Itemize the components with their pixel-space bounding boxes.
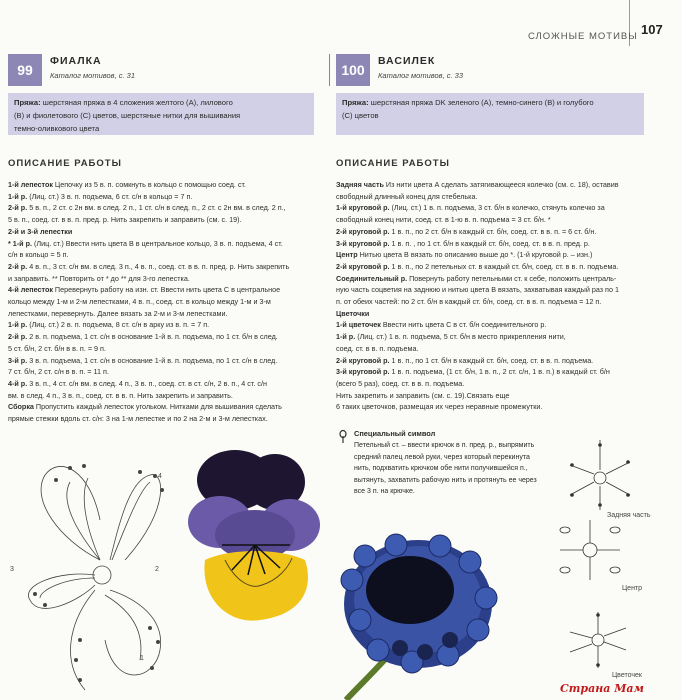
special-symbol-title: Специальный символ [354, 429, 436, 438]
instruction-lead: 2-й р. [8, 261, 28, 271]
instruction-text: 4 в. п., 3 ст. с/н вм. в след. 3 п., 4 в. п., соед. ст. в в. п. пред. р. Нить закрепить [27, 261, 290, 271]
instruction-lead: 2-й круговой р. [336, 226, 390, 236]
instruction-lead: 2-й и 3-й лепестки [8, 226, 73, 236]
instruction-lead: 1-й лепесток [8, 180, 53, 189]
instruction-lead: 2-й круговой р. [336, 355, 390, 365]
symbol-line: все 3 п. на крючке. [354, 488, 415, 496]
pattern-title: ВАСИЛЕК [378, 55, 436, 67]
running-head: СЛОЖНЫЕ МОТИВЫ [528, 31, 638, 42]
symbol-line: средний палец левой руки, через который перекинута [354, 453, 530, 461]
diagram-label: Цветочек [612, 672, 642, 679]
instruction-text: 2 в. п. подъема, 1 ст. с/н в основание 1-й в. п. подъема, по 1 ст. б/н в след. [27, 332, 278, 342]
instruction-lead: 2-й круговой р. [336, 261, 390, 271]
instruction-text: (Лиц. ст.) Ввести нить цвета В в центральное кольцо, 3 в. п. подъема, 4 ст. [32, 238, 283, 248]
instruction-text: Нитью цвета В вязать по описанию выше до *. (1-й круговой р. – изн.) [357, 250, 593, 260]
yarn-line: темно-оливкового цвета [14, 124, 100, 133]
instruction-text: 1 в. п., по 2 ст. б/н в каждый ст. б/н, соед. ст. в в. п. = 6 ст. б/н. [389, 226, 597, 236]
instruction-text: соед. ст. в в. п. подъема. [336, 343, 419, 353]
pattern-title: ФИАЛКА [50, 55, 102, 67]
instruction-lead: 2-й р. [8, 332, 28, 342]
instruction-lead: 1-й р. [8, 320, 28, 330]
instruction-lead: 4-й р. [8, 378, 28, 388]
instruction-text: Пропустить каждый лепесток угольком. Нитками для вышивания сделать [33, 402, 282, 412]
instruction-lead: 1-й р. [8, 191, 28, 201]
instruction-text: 1 в. п. подъема, (1 ст. б/н, 1 в. п., 2 ст. с/н, 1 в. п.) в каждый ст. б/н [389, 367, 610, 377]
section-title-right: ОПИСАНИЕ РАБОТЫ [336, 158, 450, 169]
instruction-text: 7 ст. б/н, 2 ст. с/н в в. п. = 11 п. [8, 367, 109, 377]
cornflower-image [341, 534, 497, 700]
symbol-line: Петельный ст. – ввести крючок в п. пред. р., выпрямить [354, 442, 535, 449]
page-number: 107 [641, 22, 663, 37]
diagram-label: 3 [10, 566, 14, 573]
instruction-text: Ввести нить цвета С в ст. б/н соединительного р. [380, 320, 547, 330]
instruction-lead: Цветочки [336, 308, 370, 318]
instruction-text: кольцо между 1-м и 2-м лепестками, 4 в. п., соед. ст. в кольцо между 1-м и 3-м [8, 297, 271, 307]
yarn-line: (B) и фиолетового (C) цветов, шерстяные нитки для вышивания [14, 111, 241, 120]
instruction-text: (Лиц. ст.) 1 в. п. подъема, 3 ст. б/н в колечко, стянуть колечко за [389, 203, 605, 213]
instruction-text: с/н в кольцо = 5 п. [8, 250, 69, 260]
section-title-left: ОПИСАНИЕ РАБОТЫ [8, 158, 122, 169]
pattern-number-badge: 100 [336, 54, 370, 86]
instruction-text: и заправить. ** Повторить от * до ** для 3-го лепестка. [8, 273, 190, 283]
instruction-text: 1 в. п., по 2 петельных ст. в каждый ст. б/н, соед. ст. в в. п. подъема. [389, 261, 619, 271]
symbol-line: вытянуть, захватить рабочую нить и протянуть ее через [354, 476, 537, 484]
diagram-label: 2 [155, 566, 159, 573]
diagram-label: Центр [622, 585, 643, 592]
instruction-text: Перевернуть работу на изн. ст. Ввести нить цвета С в центральное [52, 285, 281, 295]
instruction-lead: 1-й цветочек [336, 320, 381, 330]
instruction-lead: Центр [336, 250, 358, 260]
instruction-lead: 1-й круговой р. [336, 203, 390, 213]
diagram-label: 4 [158, 473, 162, 480]
yarn-line: (C) цветов [342, 111, 379, 120]
violet-flower-image [188, 450, 320, 621]
instruction-text: 3 в. п. подъема, 1 ст. с/н в основание 1-й в. п. подъема, по 1 ст. с/н в след. [27, 355, 278, 365]
yarn-label: Пряжа: [342, 98, 369, 107]
instruction-lead: 3-й круговой р. [336, 238, 390, 248]
instruction-text: 5 в. п., соед. ст. в в. п. пред. р. Нить закрепить и заправить (см. с. 19). [8, 215, 242, 225]
instruction-lead: 4-й лепесток [8, 285, 53, 295]
instruction-lead: 3-й р. [8, 355, 28, 365]
instruction-lead: Задняя часть [336, 180, 384, 189]
instruction-lead: 2-й р. [8, 203, 28, 213]
instruction-lead: Соединительный р. [336, 273, 408, 283]
watermark: Страна Мам [560, 682, 644, 695]
yarn-line: шерстяная пряжа в 4 сложения желтого (A), лилового [42, 98, 233, 107]
diagram-label: 1 [140, 655, 144, 662]
pattern-catalog-ref: Каталог мотивов, с. 31 [50, 71, 136, 80]
symbol-line: нить, подхватить крючком обе нити получившейся п., [354, 465, 528, 473]
instruction-text: Цепочку из 5 в. п. сомкнуть в кольцо с помощью соед. ст. [52, 180, 246, 189]
instruction-text: Из нити цвета А сделать затягивающееся колечко (см. с. 18), оставив [383, 180, 619, 189]
instruction-lead: Сборка [8, 402, 34, 412]
diagram-label: Задняя часть [607, 512, 651, 519]
cornflower-crochet-diagrams [560, 440, 630, 668]
yarn-label: Пряжа: [14, 98, 41, 107]
instruction-text: Повернуть работу петельными ст. к себе, положить централь- [407, 273, 617, 283]
instruction-text: п. от обеих частей: по 2 ст. б/н в каждый ст. б/н, соед. ст. в в. п. подъема = 12 п. [336, 297, 602, 307]
instruction-text: (всего 5 раз), соед. ст. в в. п. подъема. [336, 378, 465, 388]
instruction-text: 3 в. п., 4 ст. с/н вм. в след. 4 п., 3 в. п., соед. ст. в ст. с/н, 2 в. п., 4 ст. с/н [27, 378, 267, 388]
instruction-text: свободный длинный конец для стебелька. [336, 191, 478, 201]
instruction-lead: * 1-й р. [8, 238, 32, 248]
pattern-number-badge: 99 [8, 54, 42, 86]
instruction-text: 1 в. п., по 1 ст. б/н в каждый ст. б/н, соед. ст. в в. п. подъема. [389, 355, 594, 365]
instruction-text: (Лиц. ст.) 3 в. п. подъема, 6 ст. с/н в кольцо = 7 п. [27, 191, 193, 201]
instruction-lead: 3-й круговой р. [336, 367, 390, 377]
instruction-text: 5 в. п., 2 ст. с 2н вм. в след. 2 п., 1 ст. с/н в след. п., 2 ст. с 2н вм. в след. 2 п., [27, 203, 286, 213]
yarn-line: шерстяная пряжа DK зеленого (A), темно-синего (B) и голубого [370, 98, 594, 107]
instruction-text: (Лиц. ст.) 1 в. п. подъема, 5 ст. б/н в место прикрепления нити, [355, 332, 566, 342]
instruction-text: лепестками, перевернуть. Далее вязать за 2-м и 3-м лепестками. [8, 308, 228, 318]
instruction-text: 1 в. п. , по 1 ст. б/н в каждый ст. б/н, соед. ст. в в. п. пред. р. [389, 238, 590, 248]
instruction-text: 5 ст. б/н, 2 ст. б/н в в. п. = 9 п. [8, 343, 106, 353]
cornflower-diagram-marks [570, 443, 630, 667]
violet-diagram-stitch-marks [33, 464, 164, 682]
instruction-text: вм. в след. 4 п., 3 в. п., соед. ст. в в. п. Нить закрепить и заправить. [8, 390, 233, 400]
instruction-text: прямые стежки вдоль ст. с/н: 3 на 1-м лепестке и по 2 на 2-м и 3-м лепестках. [8, 414, 268, 424]
instruction-text: ную часть соцветия на заднюю и нитью цвета В вязать, захватывая каждый раз по 1 [336, 285, 619, 295]
instruction-text: (Лиц. ст.) 2 в. п. подъема, 8 ст. с/н в арку из в. п. = 7 п. [27, 320, 210, 330]
pattern-catalog-ref: Каталог мотивов, с. 33 [378, 71, 464, 80]
instruction-lead: 1-й р. [336, 332, 356, 342]
instruction-text: 6 таких цветочков, размещая их через неравные промежутки. [336, 402, 543, 412]
instruction-text: Нить закрепить и заправить (см. с. 19).Связать еще [336, 390, 510, 400]
instruction-text: свободный конец нити, соед. ст. в 1-ю в. п. подъема = 3 ст. б/н. * [336, 215, 551, 225]
